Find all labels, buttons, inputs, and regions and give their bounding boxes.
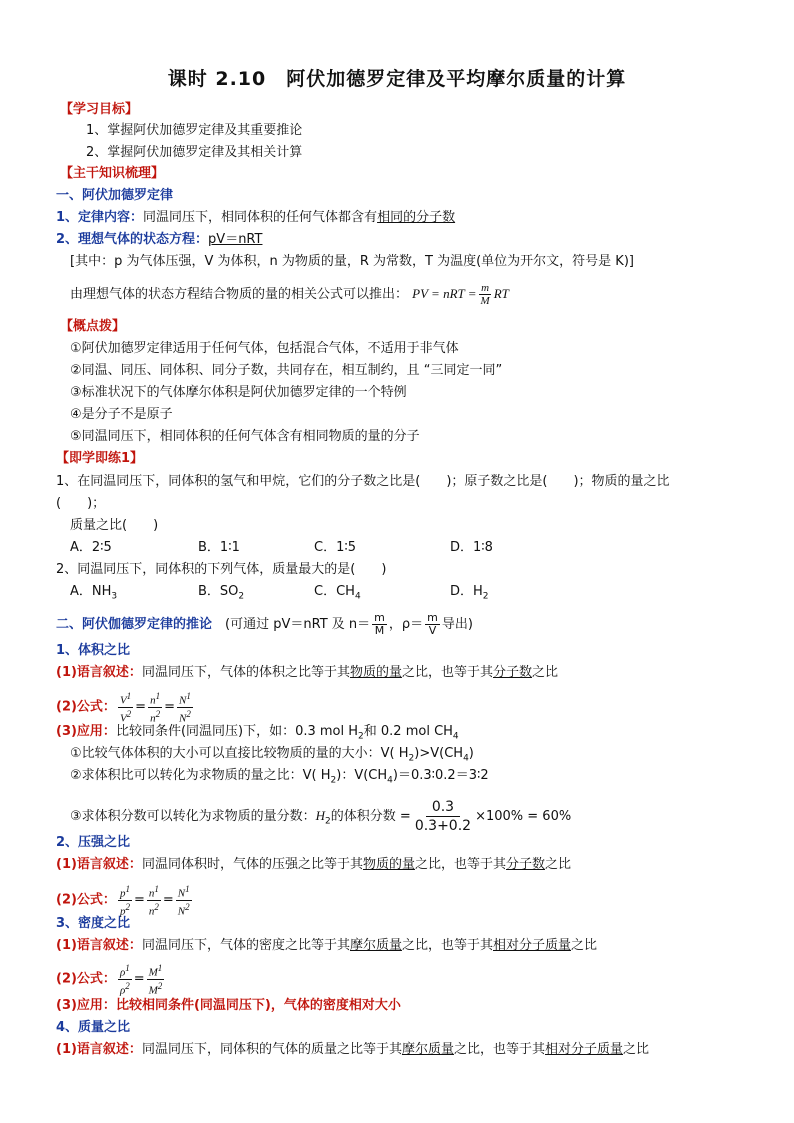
pressure-ratio-heading: 2、压强之比 [56, 835, 131, 850]
ideal-gas-equation: 2、理想气体的状态方程：pV＝nRT [56, 232, 263, 247]
key-points-label: 【概点拨】 [60, 319, 126, 334]
goal-1: 1、掌握阿伏加德罗定律及其重要推论 [86, 123, 303, 138]
volume-ratio-heading: 1、体积之比 [56, 643, 131, 658]
key-point: ⑤同温同压下，相同体积的任何气体含有相同物质的量的分子 [70, 429, 420, 444]
pressure-statement: (1)语言叙述：同温同体积时，气体的压强之比等于其物质的量之比，也等于其分子数之比 [56, 857, 572, 872]
question-2-options: A．$NH_3$ B．$SO_2$ C．$CH_4$ D．$H_2$ [70, 584, 489, 602]
section-2-heading: 二、阿伏伽德罗定律的推论 (可通过 pV＝nRT 及 n＝ $\frac{m}{M}$ ，ρ＝ $\frac{m}{V}$ 导出) [56, 611, 473, 637]
derivation: 由理想气体的状态方程结合物质的量的相关公式可以推出： PV = nRT = $\frac{m}{M}$ RT [70, 282, 509, 307]
review-label: 【主干知识梳理】 [60, 166, 165, 181]
key-point: ④是分子不是原子 [70, 407, 173, 422]
density-ratio-heading: 3、密度之比 [56, 916, 131, 931]
volume-formula: (2)公式： $\frac{V^1}{V^2}$ = $\frac{n^1}{n^2}$ = $\frac{N^1}{N^2}$ [56, 691, 191, 725]
mass-statement: (1)语言叙述：同温同压下，同体积的气体的质量之比等于其摩尔质量之比，也等于其相对分子质量之比 [56, 1042, 650, 1057]
question-2: 2、同温同压下，同体积的下列气体，质量最大的是( ) [56, 562, 387, 577]
section-1-heading: 一、阿伏加德罗定律 [56, 188, 174, 203]
question-1-options: A．2∶5 B．1∶1 C．1∶5 D．1∶8 [70, 540, 493, 555]
density-statement: (1)语言叙述：同温同压下，气体的密度之比等于其摩尔质量之比，也等于其相对分子质量之比 [56, 938, 598, 953]
density-application: (3)应用：比较相同条件(同温同压下)，气体的密度相对大小 [56, 998, 401, 1013]
key-point: ①阿伏加德罗定律适用于任何气体，包括混合气体，不适用于非气体 [70, 341, 459, 356]
volume-app-3: ③求体积分数可以转化为求物质的量分数：$H_2$的体积分数 = $\frac{0.3}{0.3+0.2}$ ×100% = 60% [70, 799, 572, 834]
volume-application: (3)应用：比较同条件(同温同压)下，如：0.3 mol $H_2$和 0.2 mol $CH_4$ [56, 724, 459, 742]
volume-statement: (1)语言叙述：同温同压下，气体的体积之比等于其物质的量之比，也等于其分子数之比 [56, 665, 559, 680]
volume-app-1: ①比较气体体积的大小可以直接比较物质的量的大小：V( $H_2)>V(CH_4)$ [70, 746, 474, 764]
pressure-formula: (2)公式： $\frac{p^1}{p^2}$ = $\frac{n^1}{n^2}$ = $\frac{N^1}{N^2}$ [56, 884, 190, 918]
mass-ratio-heading: 4、质量之比 [56, 1020, 131, 1035]
equation-note: [其中：p 为气体压强，V 为体积，n 为物质的量，R 为常数，T 为温度(单位为开尔文，符号是 K)] [70, 254, 634, 269]
density-formula: (2)公式： $\frac{\rho^1}{\rho^2}$ = $\frac{M^1}{M^2}$ [56, 963, 163, 997]
key-point: ③标准状况下的气体摩尔体积是阿伏加德罗定律的一个特例 [70, 385, 407, 400]
key-point: ②同温、同压、同体积、同分子数，共同存在，相互制约，且 “三同定一同” [70, 363, 503, 378]
goals-label: 【学习目标】 [60, 102, 139, 117]
page-title: 课时 2.10 阿伏加德罗定律及平均摩尔质量的计算 [167, 68, 627, 90]
volume-app-2: ②求体积比可以转化为求物质的量之比：V( $H_2$)：$V(CH_4)=0.3∶0.2=3∶2$ [70, 768, 489, 786]
question-1-mass: 质量之比( ) [70, 518, 159, 533]
exercise-label: 【即学即练1】 [56, 451, 144, 466]
law-content: 1、定律内容：同温同压下，相同体积的任何气体都含有相同的分子数 [56, 210, 456, 225]
question-1: 1、在同温同压下，同体积的氢气和甲烷，它们的分子数之比是( )；原子数之比是( )；物质的量之比 [56, 474, 670, 489]
goal-2: 2、掌握阿伏加德罗定律及其相关计算 [86, 145, 303, 160]
question-1-cont: ( )； [56, 496, 106, 511]
